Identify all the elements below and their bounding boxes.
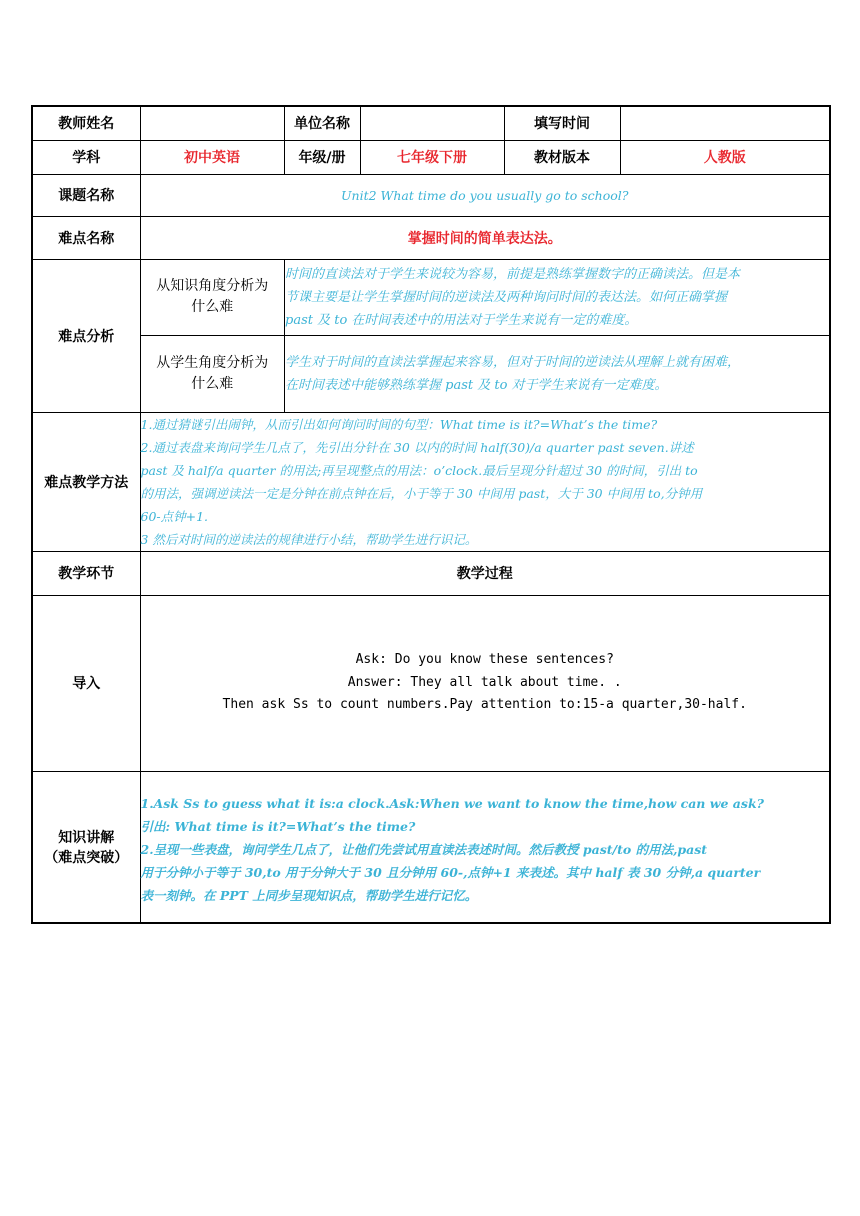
analysis-label: 难点分析 bbox=[32, 259, 140, 412]
knowledge-text-line: 2.呈现一些表盘，询问学生几点了，让他们先尝试用直读法表述时间。然后教授 past/to 的用法,past bbox=[140, 841, 708, 857]
knowledge-label bbox=[32, 771, 140, 923]
intro-label: 导入 bbox=[32, 595, 140, 771]
method-line: 的用法，强调逆读法一定是分钟在前点钟在后，小于等于 30 中间用 past，大于 30 中间用 to,分钟用 bbox=[140, 485, 703, 501]
knowledge-label-line2: （难点突破） bbox=[44, 849, 129, 866]
process-value: 教学过程 bbox=[140, 551, 830, 595]
difficulty-value: 掌握时间的简单表达法。 bbox=[140, 216, 830, 259]
grade-value: 七年级下册 bbox=[360, 140, 504, 174]
row-knowledge bbox=[32, 771, 830, 923]
student-angle-text bbox=[285, 336, 830, 412]
row-subject-info bbox=[32, 140, 830, 174]
method-line: past 及 half/a quarter 的用法;再呈现整点的用法：o’clock.最后呈现分针超过 30 的时间，引出 to bbox=[140, 462, 698, 478]
knowledge-text-line: 表一刻钟。在 PPT 上同步呈现知识点，帮助学生进行记忆。 bbox=[140, 887, 478, 903]
edition-label: 教材版本 bbox=[504, 140, 620, 174]
student-angle-label-line2: 什么难 bbox=[191, 375, 234, 392]
knowledge-line: past 及 to 在时间表述中的用法对于学生来说有一定的难度。 bbox=[285, 312, 638, 328]
row-analysis bbox=[32, 259, 830, 412]
difficulty-label: 难点名称 bbox=[32, 216, 140, 259]
intro-text bbox=[140, 595, 830, 771]
knowledge-line: 节课主要是让学生掌握时间的逆读法及两种询问时间的表达法。如何正确掌握 bbox=[285, 289, 728, 305]
knowledge-label-line1: 知识讲解 bbox=[58, 829, 115, 846]
process-label: 教学环节 bbox=[32, 551, 140, 595]
row-teacher-info bbox=[32, 106, 830, 140]
teacher-name-value bbox=[140, 106, 284, 140]
knowledge-text-line: 用于分钟小于等于 30,to 用于分钟大于 30 且分钟用 60-,点钟+1 来表述。其中 half 表 30 分钟,a quarter bbox=[140, 864, 761, 880]
knowledge-angle-text bbox=[285, 260, 830, 336]
teacher-name-label: 教师姓名 bbox=[32, 106, 140, 140]
topic-label: 课题名称 bbox=[32, 174, 140, 216]
intro-line: Ask: Do you know these sentences? bbox=[355, 652, 614, 668]
row-difficulty bbox=[32, 216, 830, 259]
student-angle-label-line1: 从学生角度分析为 bbox=[156, 354, 269, 371]
knowledge-text bbox=[140, 771, 830, 923]
knowledge-angle-label bbox=[141, 260, 285, 336]
method-line: 1.通过猜谜引出闹钟，从而引出如何询问时间的句型：What time is it?=What’s the time? bbox=[140, 416, 658, 432]
analysis-subtable bbox=[141, 260, 830, 412]
intro-line: Answer: They all talk about time. . bbox=[347, 674, 622, 690]
row-intro bbox=[32, 595, 830, 771]
method-line: 3 然后对时间的逆读法的规律进行小结，帮助学生进行识记。 bbox=[140, 531, 478, 547]
topic-value: Unit2 What time do you usually go to school? bbox=[140, 174, 830, 216]
unit-name-label: 单位名称 bbox=[284, 106, 360, 140]
row-process-header bbox=[32, 551, 830, 595]
row-method bbox=[32, 412, 830, 551]
method-line: 60-点钟+1. bbox=[140, 508, 209, 524]
method-line: 2.通过表盘来询问学生几点了，先引出分针在 30 以内的时间 half(30)/a quarter past seven.讲述 bbox=[140, 439, 694, 455]
student-line: 学生对于时间的直读法掌握起来容易，但对于时间的逆读法从理解上就有困难， bbox=[285, 354, 741, 370]
subject-label: 学科 bbox=[32, 140, 140, 174]
knowledge-line: 时间的直读法对于学生来说较为容易，前提是熟练掌握数字的正确读法。但是本 bbox=[285, 266, 741, 282]
intro-line: Then ask Ss to count numbers.Pay attention to:15-a quarter,30-half. bbox=[222, 697, 747, 713]
grade-label: 年级/册 bbox=[284, 140, 360, 174]
knowledge-angle-label-line2: 什么难 bbox=[191, 299, 234, 316]
method-text bbox=[140, 412, 830, 551]
student-line: 在时间表述中能够熟练掌握 past 及 to 对于学生来说有一定难度。 bbox=[285, 377, 668, 393]
knowledge-text-line: 引出: What time is it?=What’s the time? bbox=[140, 818, 416, 834]
row-topic bbox=[32, 174, 830, 216]
subject-value: 初中英语 bbox=[140, 140, 284, 174]
student-angle-label bbox=[141, 336, 285, 412]
fill-time-label: 填写时间 bbox=[504, 106, 620, 140]
fill-time-value bbox=[620, 106, 830, 140]
knowledge-angle-label-line1: 从知识角度分析为 bbox=[156, 278, 269, 295]
lesson-plan-table bbox=[31, 105, 831, 924]
unit-name-value bbox=[360, 106, 504, 140]
analysis-cell bbox=[140, 259, 830, 412]
knowledge-text-line: 1.Ask Ss to guess what it is:a clock.Ask:When we want to know the time,how can we ask? bbox=[140, 795, 764, 811]
edition-value: 人教版 bbox=[620, 140, 830, 174]
method-label: 难点教学方法 bbox=[32, 412, 140, 551]
